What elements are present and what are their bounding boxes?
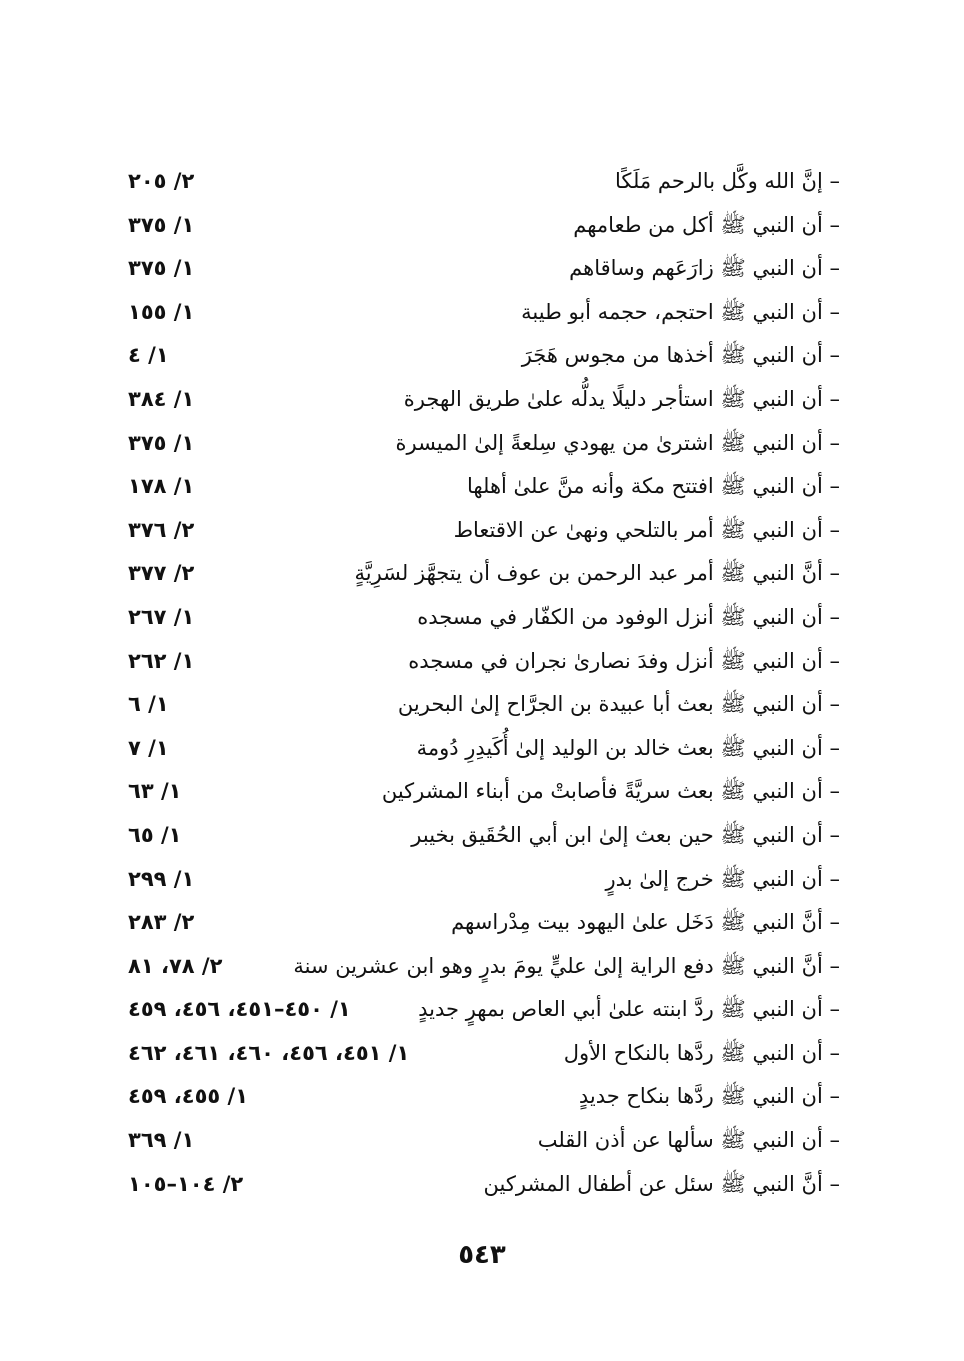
entry-reference: ١/ ٤٥٥، ٤٥٩ bbox=[128, 1084, 249, 1109]
index-entry bbox=[128, 509, 840, 553]
index-entry bbox=[128, 858, 840, 902]
entry-text: – أن النبي ﷺ استأجر دليلًا يدلُّه علىٰ طريق الهجرة bbox=[403, 386, 840, 411]
entry-text: – أن النبي ﷺ ردَّها بالنكاح الأول bbox=[563, 1040, 840, 1065]
index-entry bbox=[128, 204, 840, 248]
entry-text: – أنَّ النبي ﷺ سئل عن أطفال المشركين bbox=[483, 1171, 840, 1196]
entry-reference: ٢/ ٢٠٥ bbox=[128, 169, 195, 193]
page-number: ٥٤٣ bbox=[458, 1240, 506, 1270]
entry-text: – أن النبي ﷺ احتجم، حجمه أبو طيبة bbox=[521, 299, 840, 324]
entry-text: – أن النبي ﷺ بعث سريَّةً فأصابتْ من أبناء المشركين bbox=[381, 779, 840, 804]
index-entry bbox=[128, 901, 840, 945]
entry-reference: ١/ ٦ bbox=[128, 692, 169, 717]
index-entry bbox=[128, 988, 840, 1032]
index-entry bbox=[128, 683, 840, 727]
entry-reference: ١/ ٦٣ bbox=[128, 779, 182, 804]
entry-reference: ١/ ٤ bbox=[128, 343, 169, 368]
index-entry bbox=[128, 1119, 840, 1163]
entry-reference: ٢/ ٧٨، ٨١ bbox=[128, 953, 223, 978]
entry-text: – أنَّ النبي ﷺ دَخَل علىٰ اليهود بيت مِدْراسهم bbox=[451, 910, 840, 935]
index-entry bbox=[128, 422, 840, 466]
index-entry bbox=[128, 945, 840, 989]
entry-text: – أن النبي ﷺ أنزل الوفود من الكفّار في مسجده bbox=[417, 604, 840, 629]
entry-reference: ١/ ٤٥١، ٤٥٦، ٤٦٠، ٤٦١، ٤٦٢ bbox=[128, 1040, 410, 1065]
entry-text: – أن النبي ﷺ أمر بالتلحي ونهىٰ عن الاقتعاط bbox=[453, 517, 840, 542]
index-entry bbox=[128, 291, 840, 335]
entry-text: – أن النبي ﷺ حين بعث إلىٰ ابن أبي الحُقَيق بخيبر bbox=[411, 822, 840, 847]
entry-reference: ٢/ ١٠٤–١٠٥ bbox=[128, 1171, 244, 1196]
index-entry bbox=[128, 1032, 840, 1076]
entry-text: – أنَّ النبي ﷺ أمر عبد الرحمن بن عوف أن يتجهَّز لسَرِيَّةٍ bbox=[354, 561, 840, 586]
entry-text: – أن النبي ﷺ ردَّها بنكاح جديدٍ bbox=[578, 1084, 840, 1109]
entry-reference: ١/ ١٥٥ bbox=[128, 299, 195, 324]
entry-reference: ٢/ ٣٧٧ bbox=[128, 561, 195, 586]
entry-reference: ١/ ٤٥٠–٤٥١، ٤٥٦، ٤٥٩ bbox=[128, 997, 351, 1022]
index-entry bbox=[128, 596, 840, 640]
entry-reference: ١/ ٦٥ bbox=[128, 822, 182, 847]
index-entries bbox=[128, 160, 840, 1206]
entry-text: – أن النبي ﷺ اشترىٰ من يهودي سِلعةً إلىٰ الميسرة bbox=[395, 430, 840, 455]
index-entry bbox=[128, 1075, 840, 1119]
entry-text: – أن النبي ﷺ أنزل وفدَ نصارىٰ نجران في مسجده bbox=[408, 648, 840, 673]
index-entry bbox=[128, 1163, 840, 1207]
entry-reference: ١/ ٣٨٤ bbox=[128, 386, 195, 411]
index-entry bbox=[128, 378, 840, 422]
entry-reference: ١/ ٢٩٩ bbox=[128, 866, 195, 891]
entry-reference: ١/ ٣٧٥ bbox=[128, 256, 195, 281]
entry-text: – أن النبي ﷺ أكل من طعامهم bbox=[573, 212, 840, 237]
entry-reference: ١/ ٣٧٥ bbox=[128, 212, 195, 237]
entry-reference: ١/ ١٧٨ bbox=[128, 474, 195, 499]
entry-text: – أن النبي ﷺ بعث خالد بن الوليد إلىٰ أُكَيدِرِ دُومة bbox=[416, 735, 840, 760]
entry-reference: ١/ ٢٦٢ bbox=[128, 648, 195, 673]
index-entry bbox=[128, 465, 840, 509]
index-entry bbox=[128, 727, 840, 771]
entry-text: – أن النبي ﷺ بعث أبا عبيدة بن الجرَّاح إلىٰ البحرين bbox=[397, 692, 840, 717]
entry-text: – أن النبي ﷺ سألها عن أذن القلب bbox=[537, 1128, 840, 1153]
entry-reference: ١/ ٣٧٥ bbox=[128, 430, 195, 455]
entry-reference: ١/ ٧ bbox=[128, 735, 169, 760]
entry-text: – أنَّ النبي ﷺ دفع الراية إلىٰ عليٍّ يومَ بدرٍ وهو ابن عشرين سنة bbox=[293, 953, 840, 978]
index-entry bbox=[128, 552, 840, 596]
entry-reference: ١/ ٢٦٧ bbox=[128, 604, 195, 629]
entry-reference: ١/ ٣٦٩ bbox=[128, 1128, 195, 1153]
index-entry bbox=[128, 770, 840, 814]
index-entry bbox=[128, 814, 840, 858]
entry-reference: ٢/ ٢٨٣ bbox=[128, 910, 195, 935]
index-entry bbox=[128, 247, 840, 291]
entry-text: – أن النبي ﷺ زارَعَهم وساقاهم bbox=[569, 256, 840, 281]
index-entry bbox=[128, 334, 840, 378]
entry-text: – أن النبي ﷺ خرج إلىٰ بدرٍ bbox=[605, 866, 840, 891]
entry-text: – أن النبي ﷺ أخذها من مجوس هَجَرَ bbox=[521, 343, 840, 368]
entry-text: – أن النبي ﷺ افتتح مكة وأنه منَّ علىٰ أهلها bbox=[466, 474, 840, 499]
index-entry bbox=[128, 160, 840, 204]
index-entry bbox=[128, 640, 840, 684]
entry-text: – أن النبي ﷺ ردَّ ابنته علىٰ أبي العاص بمهرٍ جديدٍ bbox=[418, 997, 840, 1022]
entry-reference: ٢/ ٣٧٦ bbox=[128, 517, 195, 542]
entry-text: – إنَّ الله وكَّل بالرحم مَلَكًا bbox=[614, 169, 840, 193]
